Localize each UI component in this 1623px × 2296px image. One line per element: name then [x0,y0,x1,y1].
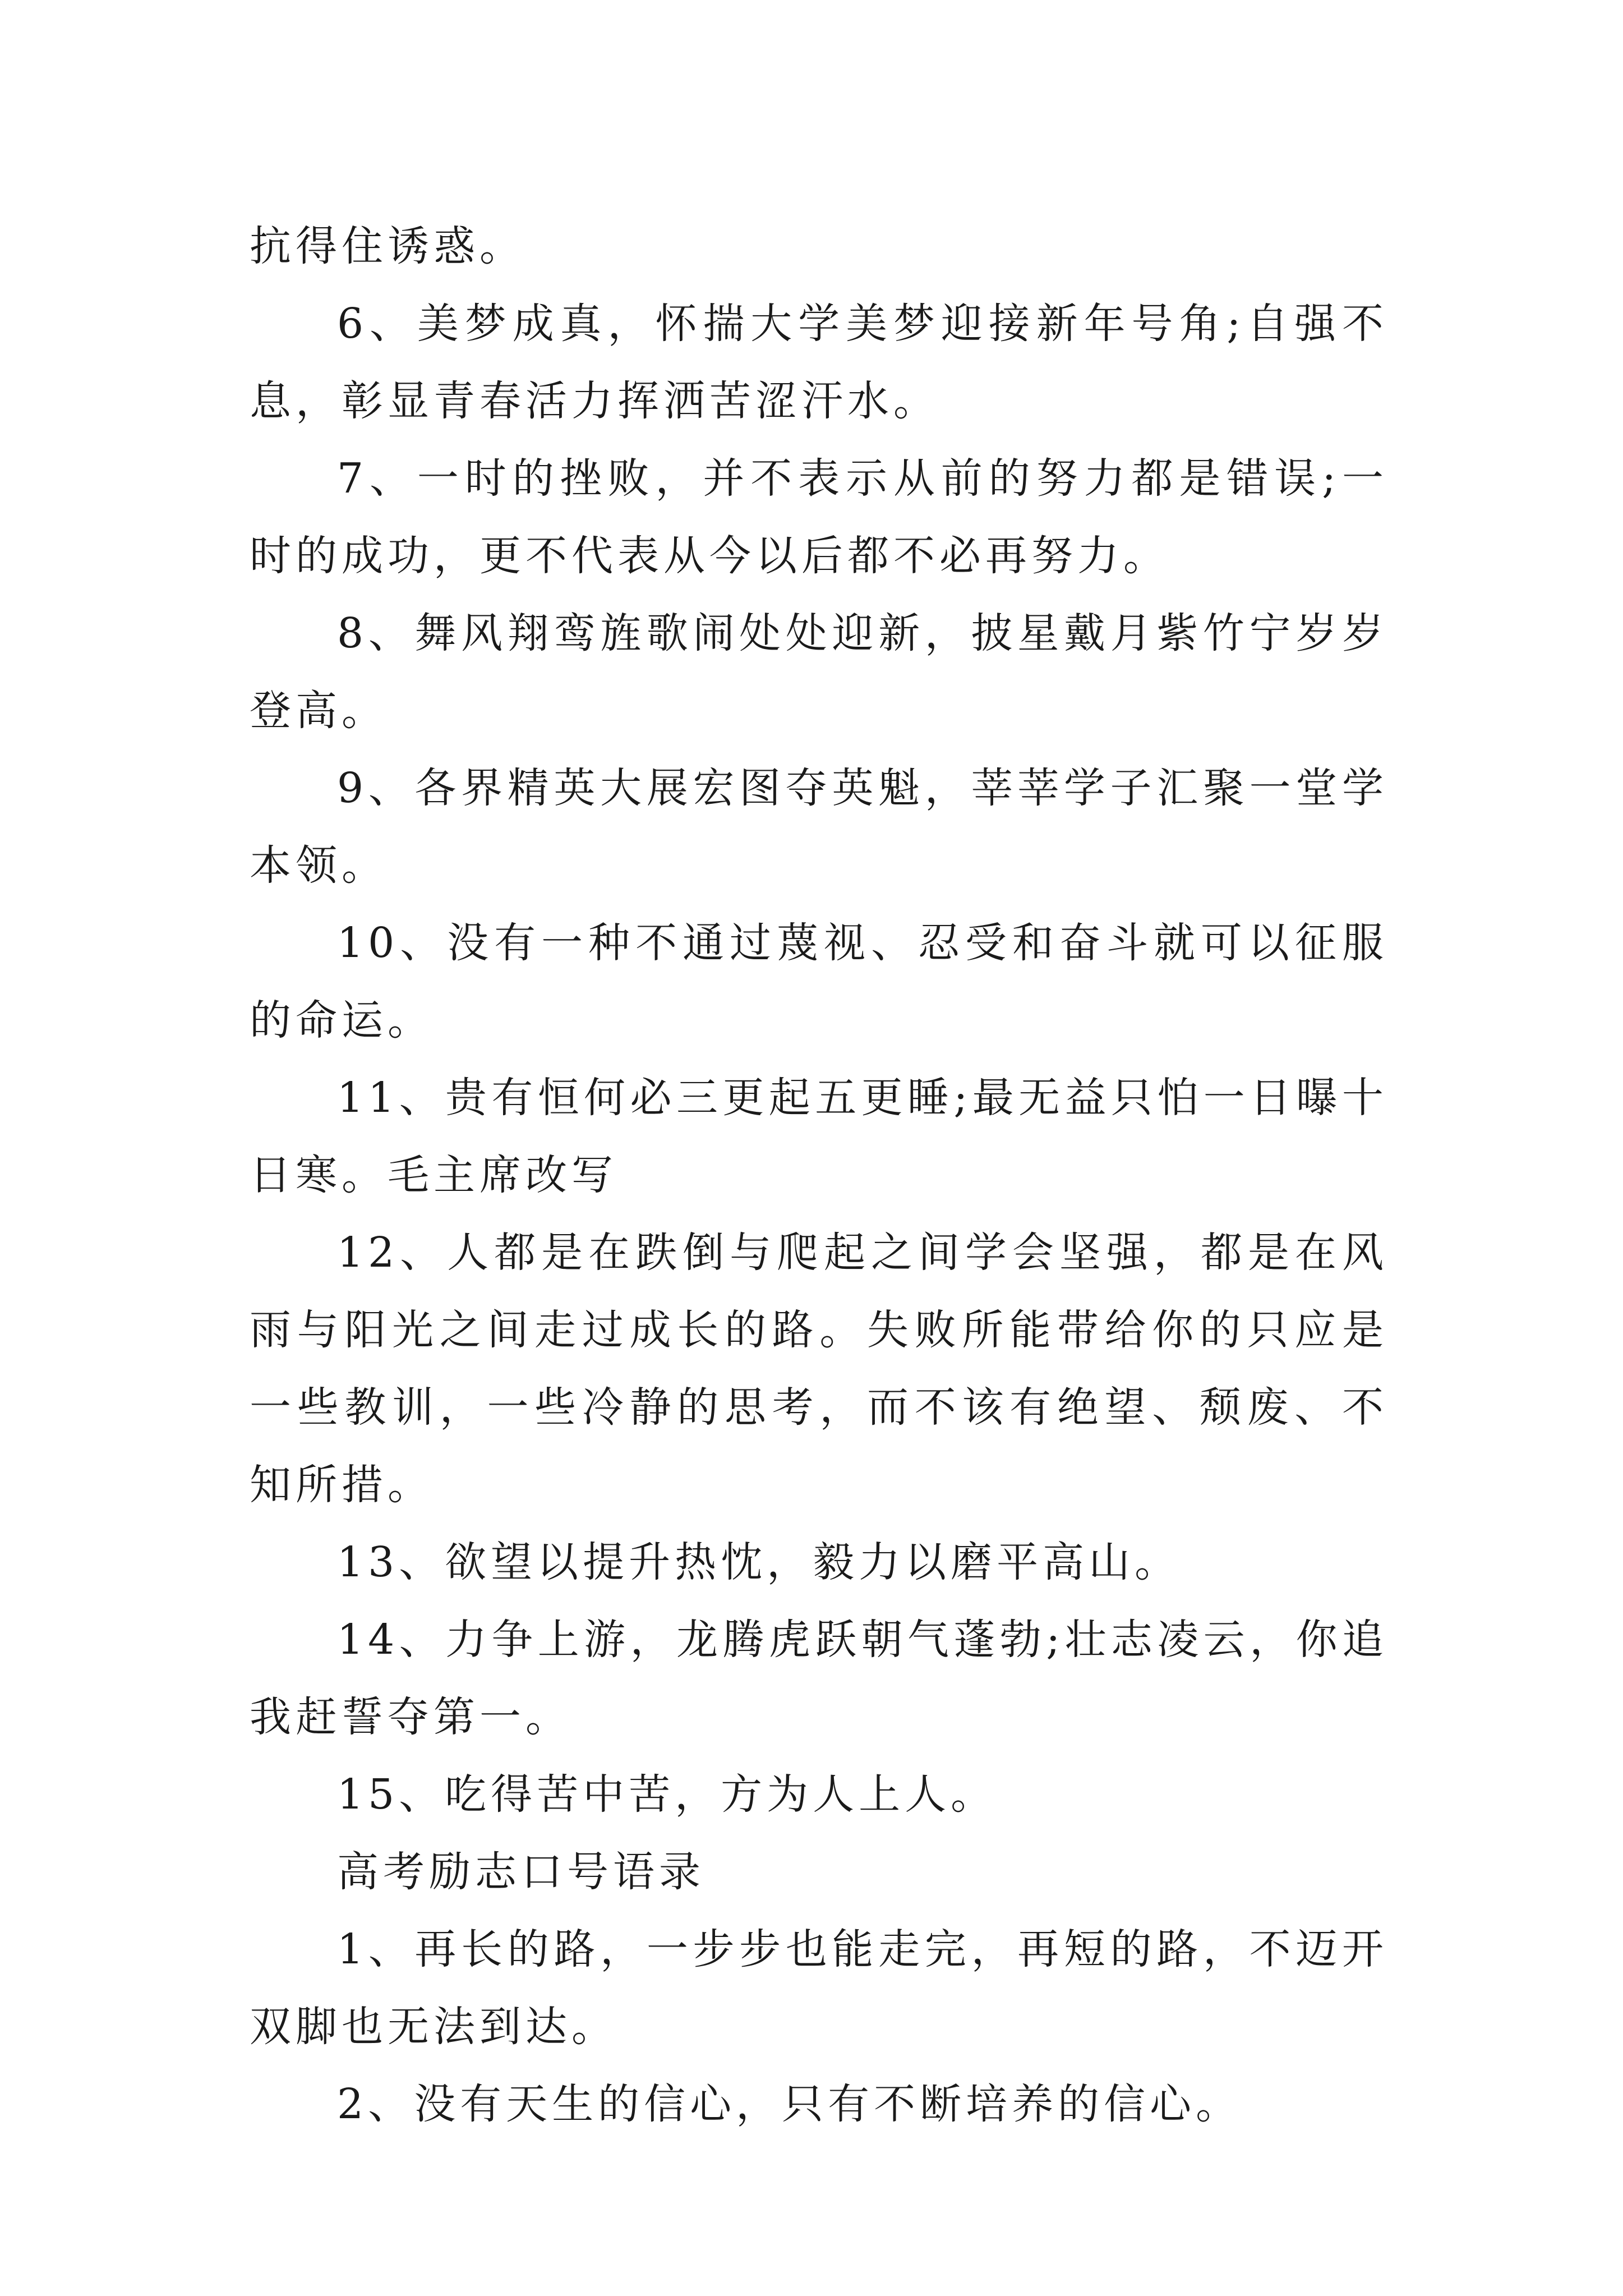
paragraph-slogan-2: 2、没有天生的信心，只有不断培养的信心。 [337,2080,1242,2128]
paragraph-item-7: 7、一时的挫败，并不表示从前的努力都是错误;一时的成功，更不代表从今以后都不必再努力。 [250,454,1388,580]
document-body [250,208,1388,2143]
paragraph-continuation: 抗得住诱惑。 [250,222,525,270]
paragraph-item-8: 8、舞风翔鸾旌歌闹处处迎新，披星戴月紫竹宁岁岁登高。 [250,609,1388,735]
paragraph-item-15: 15、吃得苦中苦，方为人上人。 [337,1770,997,1819]
paragraph-item-13: 13、欲望以提升热忱，毅力以磨平高山。 [337,1538,1181,1586]
paragraph-item-14: 14、力争上游，龙腾虎跃朝气蓬勃;壮志凌云，你追我赶誓夺第一。 [250,1616,1388,1741]
paragraph-slogan-1: 1、再长的路，一步步也能走完，再短的路，不迈开双脚也无法到达。 [250,1925,1388,2051]
paragraph-item-10: 10、没有一种不通过蔑视、忍受和奋斗就可以征服的命运。 [250,919,1388,1045]
section-heading: 高考励志口号语录 [337,1848,705,1896]
paragraph-item-9: 9、各界精英大展宏图夺英魁，莘莘学子汇聚一堂学本领。 [250,764,1388,890]
paragraph-item-6: 6、美梦成真，怀揣大学美梦迎接新年号角;自强不息，彰显青春活力挥洒苦涩汗水。 [250,300,1388,425]
paragraph-item-11: 11、贵有恒何必三更起五更睡;最无益只怕一日曝十日寒。毛主席改写 [250,1074,1388,1199]
paragraph-item-12: 12、人都是在跌倒与爬起之间学会坚强，都是在风雨与阳光之间走过成长的路。失败所能带给你的只应是一些教训，一些冷静的思考，而不该有绝望、颓废、不知所措。 [250,1228,1388,1509]
